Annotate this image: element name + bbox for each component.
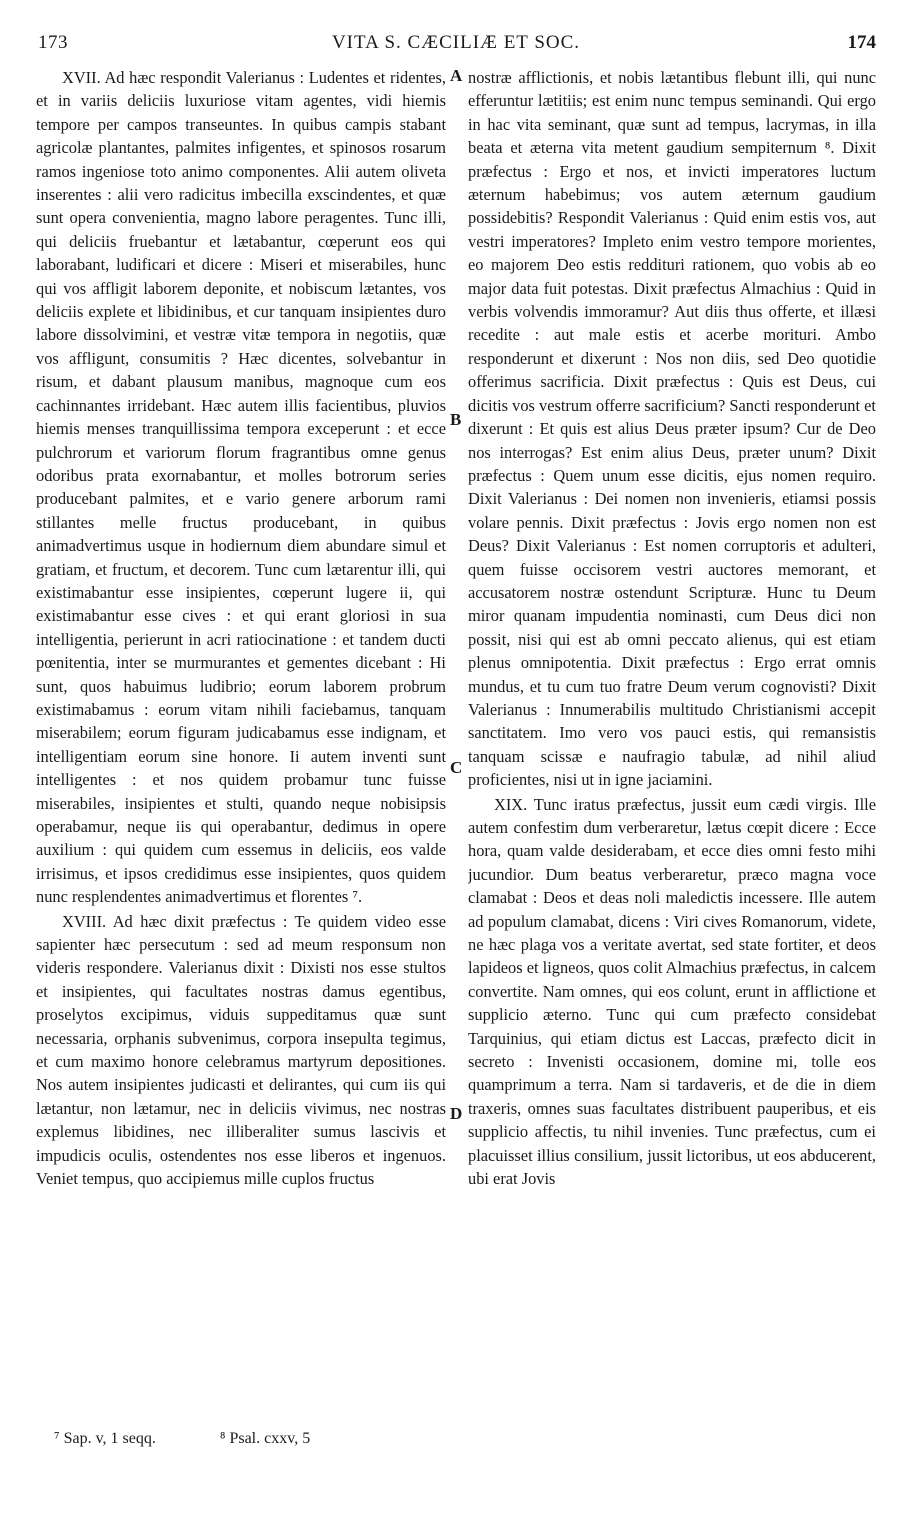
footnote-7: ⁷ Sap. v, 1 seqq. xyxy=(54,1430,156,1447)
margin-marker-b: B xyxy=(450,410,462,429)
paragraph-continuation: nostræ afflictionis, et nobis lætantibus flebunt illi, qui nunc efferuntur lætitiis; est enim nunc tempus seminandi. Qui ergo in hac vita seminant, quæ sunt ad tempus, lacrymas, in illa beata et æterna vita metent gaudium sempiternum ⁸. Dixit præfectus : Ergo et nos, et invicti imperatores luctum æternum habebimus; vos autem æternum gaudium possidebitis? Respondit Valerianus : Quid enim estis vos, aut vestri imperatores? Impleto enim vestro tempore morientes, eo majorem Deo estis reddituri rationem, quo vobis ab eo major data fuit potestas. Dixit præfectus Almachius : Quid in verbis volvendis immoramur? Aut diis thus offerte, et illæsi recedite : aut male estis et acerbe morituri. Ambo responderunt et dixerunt : Nos non diis, sed Deo quotidie offerimus sacrificia. Dixit præfectus : Quis est Deus, cui dicitis vos vestrum offerre sacrificium? Sancti responderunt et dixerunt : Et quis est alius Deus præter ipsum? Cur de Deo nos interrogas? Est enim alius Deus, præter unum? Dixit præfectus : Quem unum esse dicitis, ejus nomen requiro. Dixit Valerianus : Dei nomen non invenieris, etiamsi possis volare pennis. Dixit præfectus : Jovis ergo nomen non est Deus? Dixit Valerianus : Est nomen corruptoris et adulteri, quem fuisse occisorem vestri auctores memorant, et accusatorem nostræ ostendunt Scripturæ. Hunc tu Deum miror quanam impudentia nominasti, cum Deus dici non possit, nisi qui est ab omni peccato alienus, qui est etiam plenus omnipotentia. Dixit præfectus : Ergo errat omnis mundus, et tu cum tuo fratre Deum verum cognovisti? Dixit Valerianus : Innumerabilis multitudo Christianismi accepit sanctitatem. Imo vero vos pauci estis, qui remansistis tanquam scissæ e naufragio tabulæ, ad nihil aliud proficientes, nisi ut in igne jaciamini. xyxy=(468,68,876,790)
footnotes xyxy=(54,1430,854,1448)
footnote-8: ⁸ Psal. cxxv, 5 xyxy=(219,1430,311,1447)
page-number-right: 174 xyxy=(847,32,876,53)
page-number-left: 173 xyxy=(38,32,68,53)
page-header xyxy=(0,32,912,60)
left-column xyxy=(36,66,446,1426)
paragraph-xviii: XVIII. Ad hæc dixit præfectus : Te quidem video esse sapienter hæc persecutum : sed ad meum responsum non videris respondere. Valerianus dixit : Dixisti nos esse stultos et insipientes, qui facultates nostras damus egentibus, proselytos excipimus, viduis suppeditamus quæ sunt necessaria, orphanis subvenimus, corpora insepulta tegimus, et cum maximo honore celebramus martyrum depositiones. Nos autem insipientes judicasti et delirantes, qui cum iis qui lætantur, non lætamur, nec in deliciis vivimus, nec nostras explemus libidines, nec illiberaliter sumus lascivis et impudicis oculis, ostendentes nos esse liberos et ingenuos. Veniet tempus, quo accipiemus mille cuplos fructus xyxy=(36,911,446,1189)
running-title: VITA S. CÆCILIÆ ET SOC. xyxy=(331,32,581,53)
paragraph-xix: XIX. Tunc iratus præfectus, jussit eum cædi virgis. Ille autem confestim dum verberaretur, lætus cœpit dicere : Ecce hora, quam valde desiderabam, et ecce dies omni festo mihi jucundior. Dum beatus verberaretur, præco magna voce clamabat : Deos et deas noli maledictis incessere. Ille autem ad populum clamabat, dicens : Viri cives Romanorum, videte, ne hæc plaga vos a veritate avertat, sed state fortiter, et deos lapideos et ligneos, quos colit Almachius præfectus, in calcem convertite. Nam omnes, qui eos colunt, erunt in afflictione et supplicio æterno. Tunc qui cum præfecto considebat Tarquinius, qui etiam dictus est Laccas, præfecto dicit in secreto : Invenisti occasionem, domine mi, tolle eos quamprimum a terra. Nam si tardaveris, et de die in diem traxeris, omnes suas facultates distribuent pauperibus, et eis supplicio affectis, tu nihil invenies. Tunc præfectus, cum ei placuisset illius consilium, jussit lictoribus, ut eos abducerent, ubi erat Jovis xyxy=(468,794,876,1189)
paragraph-xvii: XVII. Ad hæc respondit Valerianus : Ludentes et ridentes, et in variis deliciis luxuriose vitam agentes, vidi hiemis tempore per campos transeuntes. In quibus campis stabant agricolæ plantantes, palmites infigentes, et spinosos rosarum ramos ingeniose toto animo componentes. Alii autem oliveta inserentes : alii vero radicitus imbecilla exscindentes, et quæ sunt opera convenientia, magno labore peragentes. Tunc illi, qui deliciis fruebantur et lætabantur, cœperunt eos qui laborabant, ludificari et dicere : Miseri et miserabiles, hunc qui vos affligit laborem deponite, et nobiscum lætantes, vos deliciis explete et libidinibus, et cur tanquam insipientes duro labore dissolvimini, et vestræ vitæ tempora in negotiis, quæ vos affligunt, consumitis ? Hæc dicentes, solvebantur in risum, et dabant plausum manibus, magnoque cum eos cachinnantes irridebant. Hæc autem illis facientibus, pluvios hiemis menses tranquillissima tempora exceperunt : et ecce pulchrorum et variorum florum fragrantibus omne genus odoribus prata exornabantur, et molles botrorum series producebant palmites, et e vario genere arborum rami stillantes melle fructus producebant, in quibus animadvertimus usque in hodiernum diem abundare simul et gratiam, et fructum, et decorem. Tunc cum lætarentur illi, qui existimabantur esse insipientes, cœperunt lugere ii, qui existimabantur esse cives : et qui erant gloriosi in sua intelligentia, perierunt in acri ratiocinatione : et tandem ducti pœnitentia, inter se murmurantes et gementes dicebant : Hi sunt, quos habuimus ludibrio; eorum laborem probrum existimabamus : eorum vitam nihili faciebamus, tanquam miserabilem; eorum figuram judicabamus esse indignam, et intelligentiam eorum sine honore. Ii autem inventi sunt intelligentes : et nos quidem probamur tunc fuisse miserabiles, insipientes et stulti, quando neque nobisipsis operabamur, neque iis qui operabantur, dedimus in opere auxilium : qui quidem cum essemus in deliciis, eos valde irrisimus, et ipsos credidimus esse insipientes, quos quidem nunc resplendentes animadvertimus et florentes ⁷. xyxy=(36,68,446,907)
margin-marker-d: D xyxy=(450,1104,463,1123)
right-column xyxy=(468,66,876,1426)
margin-marker-a: A xyxy=(450,66,463,85)
margin-marker-c: C xyxy=(450,758,463,777)
